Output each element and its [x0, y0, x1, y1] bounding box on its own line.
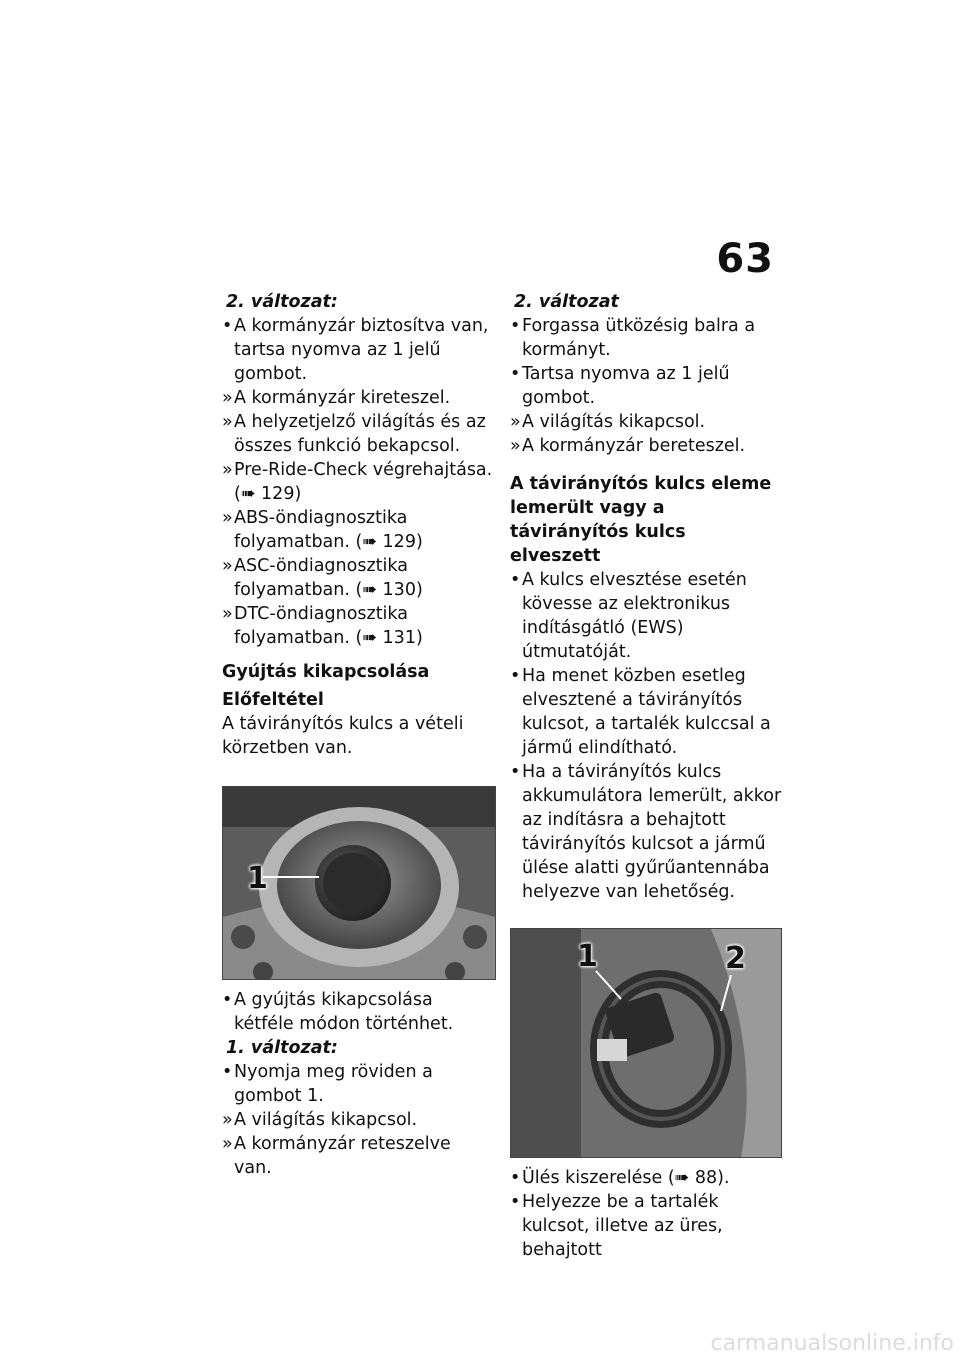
variant-2-list	[222, 314, 494, 650]
list-item: • Ha a távirányítós kulcs akkumulátora lemerült, akkor az indításra a behajtott távirányítós kulcsot a jármű ülése alatti gyűrűantennába helyezve van lehetőség.	[510, 762, 782, 902]
list-item: » A világítás kikapcsol.	[222, 1110, 418, 1130]
list-item: » Pre-Ride-Check végrehajtása. (➠ 129)	[222, 460, 493, 504]
list-item: • Tartsa nyomva az 1 jelű gombot.	[510, 364, 730, 408]
photo-callout-2: 2	[725, 941, 746, 976]
list-item: • Ülés kiszerelése (➠ 88).	[510, 1168, 730, 1188]
list-item: • Forgassa ütközésig balra a kormányt.	[510, 316, 756, 360]
final-list	[510, 1166, 782, 1262]
list-item: » ASC-öndiagnosztika folyamatban. (➠ 130)	[222, 556, 423, 600]
heading-precondition: Előfeltétel	[222, 690, 324, 710]
list-item: » A világítás kikapcsol.	[510, 412, 706, 432]
list-item: » ABS-öndiagnosztika folyamatban. (➠ 129)	[222, 508, 423, 552]
photo-callout-1: 1	[247, 861, 268, 896]
key-list	[510, 568, 782, 904]
list-item: » A kormányzár bereteszel.	[510, 436, 746, 456]
list-item: • Helyezze be a tartalék kulcsot, illetve az üres, behajtott	[510, 1192, 723, 1260]
variant-2-list-right	[510, 314, 782, 458]
footer-watermark-url: carmanualsonline.info	[710, 1331, 954, 1356]
precondition-text: A távirányítós kulcs a vételi körzetben van.	[222, 714, 464, 758]
list-item: • A kulcs elvesztése esetén kövesse az elektronikus indításgátló (EWS) útmutatóját.	[510, 570, 747, 662]
variant-2-label-right: 2. változat	[514, 292, 619, 312]
variant-1-list	[222, 1060, 494, 1180]
list-item: » DTC-öndiagnosztika folyamatban. (➠ 131)	[222, 604, 423, 648]
heading-ignition-off: Gyújtás kikapcsolása	[222, 662, 430, 682]
list-item: » A helyzetjelző világítás és az összes funkció bekapcsol.	[222, 412, 486, 456]
heading-key-battery: A távirányítós kulcs eleme lemerült vagy a távirányítós kulcs elveszett	[510, 474, 772, 566]
ignition-switch-photo	[222, 786, 496, 980]
right-column	[510, 290, 782, 1262]
list-item: » A kormányzár reteszelve van.	[222, 1134, 451, 1178]
ring-antenna-photo	[510, 928, 782, 1158]
list-item: • Ha menet közben esetleg elvesztené a távirányítós kulcsot, a tartalék kulccsal a jármű elindítható.	[510, 666, 771, 758]
photo-callout-1: 1	[577, 939, 598, 974]
left-column	[222, 290, 494, 1180]
page-number: 63	[716, 236, 774, 282]
list-item: » A kormányzár kireteszel.	[222, 388, 451, 408]
variant-2-label: 2. változat:	[226, 292, 338, 312]
list-item: • A kormányzár biztosítva van, tartsa nyomva az 1 jelű gombot.	[222, 316, 489, 384]
list-item: • A gyújtás kikapcsolása kétféle módon történhet.	[222, 990, 454, 1034]
list-item: • Nyomja meg röviden a gombot 1.	[222, 1062, 433, 1106]
variant-1-label: 1. változat:	[226, 1038, 338, 1058]
